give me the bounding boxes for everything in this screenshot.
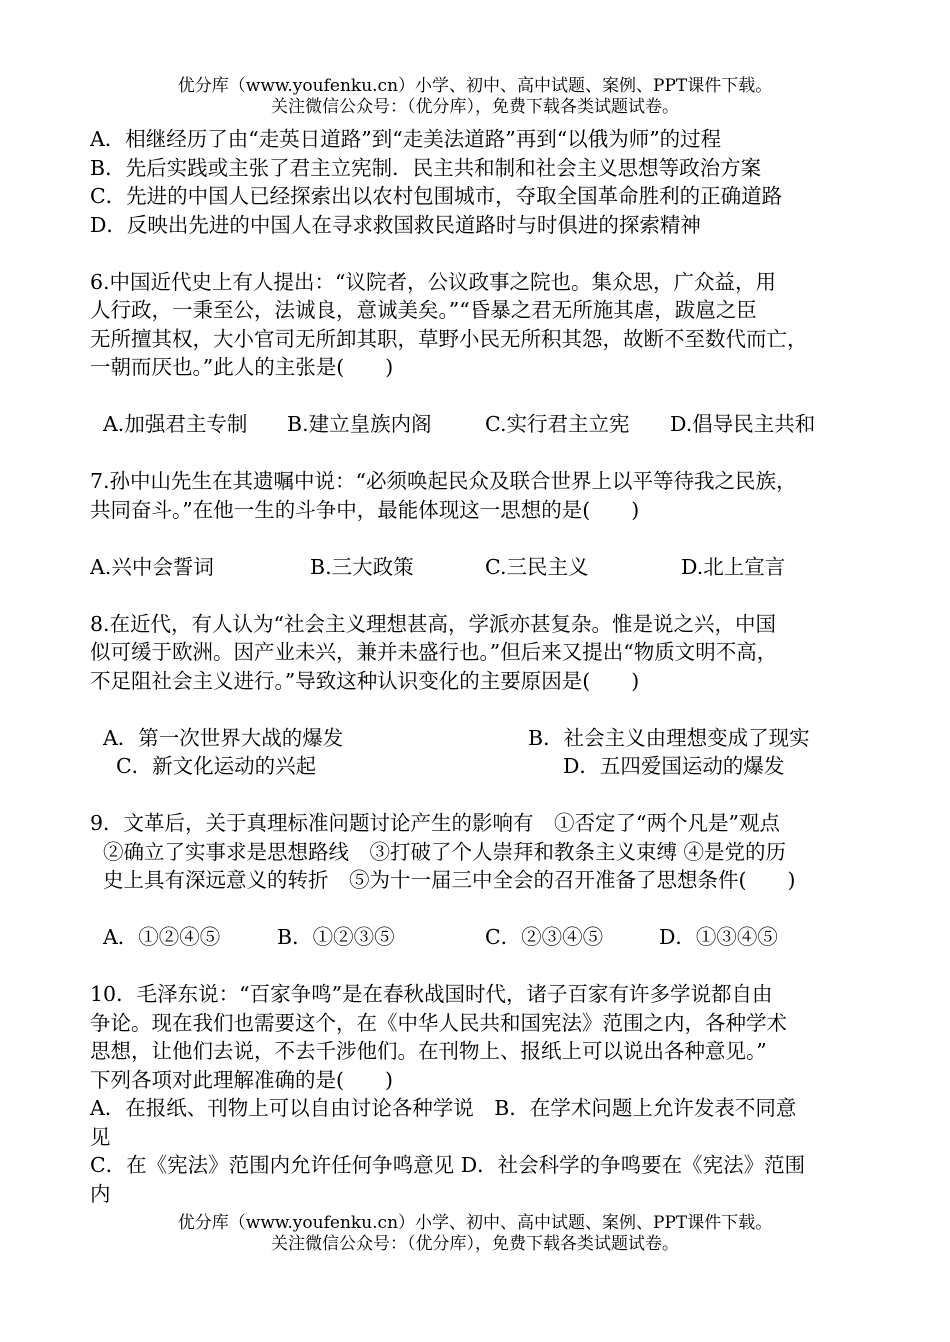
page-header: [0, 76, 950, 118]
footer-line-2: 关注微信公众号：（优分库），免费下载各类试题试卷。: [271, 1234, 679, 1254]
q5-option-a: A．相继经历了由“走英日道路”到“走美法道路”再到“以俄为师”的过程: [90, 127, 722, 151]
q10-stem-line: 下列各项对此理解准确的是( ): [90, 1067, 393, 1092]
q7-option-b: B.三大政策: [310, 554, 414, 579]
q7-options: [90, 553, 880, 582]
q10-stem-line: 10．毛泽东说：“百家争鸣”是在春秋战国时代，诸子百家有许多学说都自由: [90, 982, 773, 1006]
q7-stem-line: 7.孙中山先生在其遗嘱中说：“必须唤起民众及联合世界上以平等待我之民族，: [90, 469, 797, 493]
question-10: [90, 980, 880, 1208]
page-footer: [0, 1213, 950, 1255]
q7-stem-line: 共同奋斗。”在他一生的斗争中，最能体现这一思想的是( ): [90, 497, 640, 522]
q6-stem-line: 6.中国近代史上有人提出：“议院者，公议政事之院也。集众思，广众益，用: [90, 269, 777, 294]
q6-option-d: D.倡导民主共和: [670, 412, 816, 436]
footer-line-1: 优分库（www.youfenku.cn）小学、初中、高中试题、案例、PPT课件下载。: [177, 1213, 773, 1233]
exam-content: [90, 125, 880, 1208]
q6-stem-line: 无所擅其权，大小官司无所卸其职，草野小民无所积其怨，故断不至数代而亡，: [90, 326, 808, 351]
header-line-1: 优分库（www.youfenku.cn）小学、初中、高中试题、案例、PPT课件下载。: [177, 76, 773, 96]
q9-option-b: B．①②③⑤: [277, 925, 395, 949]
q9-options: [90, 923, 880, 952]
q10-option-line: 内: [90, 1181, 111, 1206]
q9-stem-line: ②确立了实事求是思想路线 ③打破了个人崇拜和教条主义束缚 ④是党的历: [103, 839, 787, 864]
question-7: [90, 467, 880, 581]
q7-option-c: C.三民主义: [485, 554, 589, 579]
q9-option-d: D．①③④⑤: [659, 925, 778, 949]
q8-option-d: D．五四爱国运动的爆发: [563, 754, 785, 778]
q10-option-line: C．在《宪法》范围内允许任何争鸣意见 D．社会科学的争鸣要在《宪法》范围: [90, 1153, 806, 1177]
q5-option-d: D．反映出先进的中国人在寻求救国救民道路时与时俱进的探索精神: [90, 212, 701, 237]
q6-option-c: C.实行君主立宪: [485, 412, 630, 436]
q9-stem-line: 史上具有深远意义的转折 ⑤为十一届三中全会的召开准备了思想条件( ): [103, 868, 796, 892]
q6-option-b: B.建立皇族内阁: [287, 412, 432, 436]
q6-options: [90, 410, 880, 439]
q5-option-b: B．先后实践或主张了君主立宪制．民主共和制和社会主义思想等政治方案: [90, 155, 762, 180]
q7-option-d: D.北上宣言: [681, 554, 786, 579]
header-line-2: 关注微信公众号：（优分库），免费下载各类试题试卷。: [271, 97, 679, 117]
q8-option-a: A．第一次世界大战的爆发: [103, 725, 344, 750]
question-6: [90, 268, 880, 439]
q10-option-line: 见: [90, 1124, 111, 1149]
question-8: [90, 610, 880, 781]
q10-stem-line: 争论。现在我们也需要这个，在《中华人民共和国宪法》范围之内，各种学术: [90, 1010, 787, 1035]
q6-stem-line: 人行政，一秉至公，法诚良，意诚美矣。”“昏暴之君无所施其虐，跋扈之臣: [90, 298, 757, 322]
q8-option-b: B．社会主义由理想变成了现实: [528, 725, 810, 750]
q9-stem-line: 9．文革后，关于真理标准问题讨论产生的影响有 ①否定了“两个凡是”观点: [90, 811, 781, 835]
q9-option-a: A．①②④⑤: [103, 925, 221, 949]
question-9: [90, 809, 880, 952]
q5-option-c: C．先进的中国人已经探索出以农村包围城市，夺取全国革命胜利的正确道路: [90, 184, 783, 208]
q7-option-a: A.兴中会誓词: [90, 554, 214, 579]
q8-options-row-1: [90, 724, 880, 753]
q6-option-a: A.加强君主专制: [103, 412, 248, 436]
q8-options-row-2: [90, 752, 880, 781]
q10-option-line: A．在报纸、刊物上可以自由讨论各种学说 B．在学术问题上允许发表不同意: [90, 1096, 797, 1120]
q9-option-c: C．②③④⑤: [485, 925, 604, 949]
q8-stem-line: 8.在近代，有人认为“社会主义理想甚高，学派亦甚复杂。惟是说之兴，中国: [90, 611, 777, 636]
q6-stem-line: 一朝而厌也。”此人的主张是( ): [90, 355, 394, 379]
q8-stem-line: 似可缓于欧洲。因产业未兴，兼并未盛行也。”但后来又提出“物质文明不高，: [90, 640, 778, 664]
q10-stem-line: 思想，让他们去说，不去千涉他们。在刊物上、报纸上可以说出各种意见。”: [90, 1039, 767, 1063]
q8-stem-line: 不足阻社会主义进行。”导致这种认识变化的主要原因是( ): [90, 668, 640, 693]
question-5-options: [90, 125, 880, 239]
q8-option-c: C．新文化运动的兴起: [116, 754, 317, 778]
